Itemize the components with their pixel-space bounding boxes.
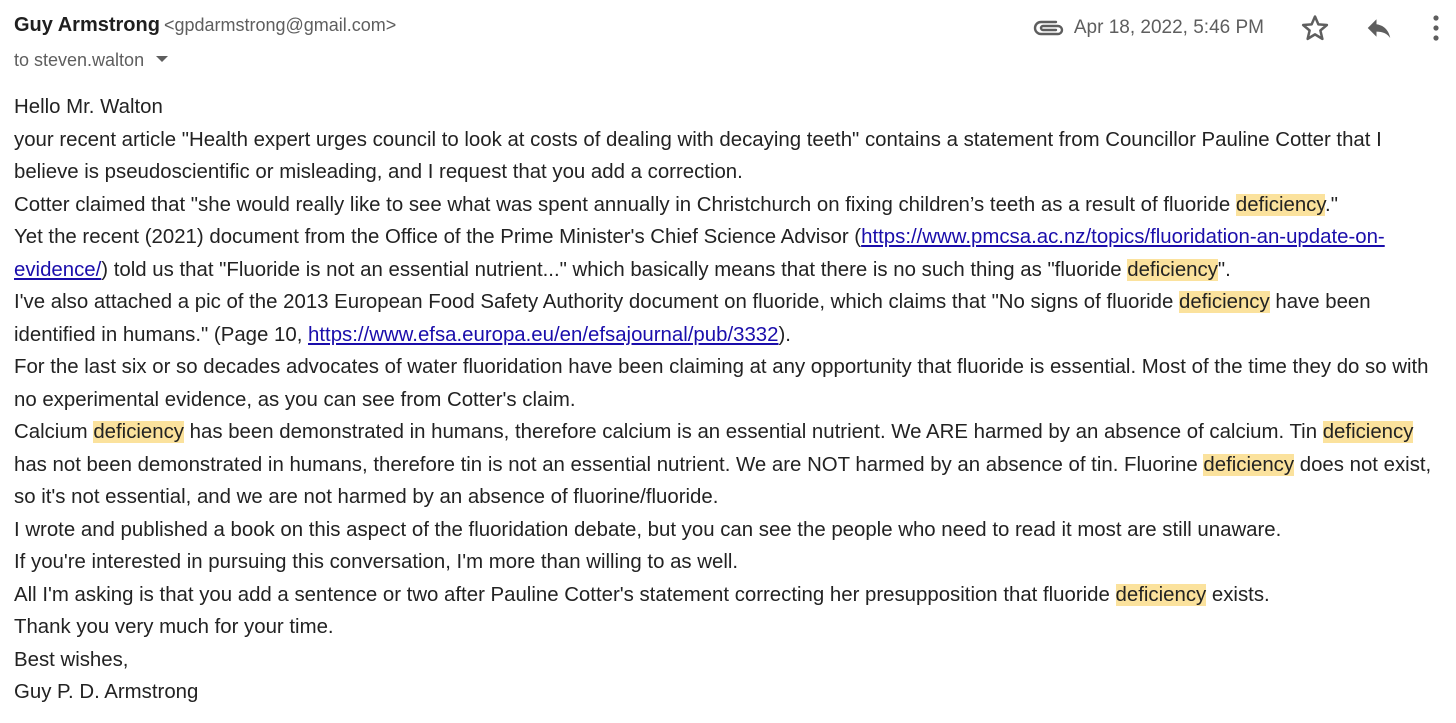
body-paragraph: Thank you very much for your time. bbox=[14, 616, 334, 638]
text-span: Calcium bbox=[14, 421, 94, 443]
body-paragraph: I wrote and published a book on this aspect of the fluoridation debate, but you can see the people who need to read it most are still unaware. bbox=[14, 518, 1282, 541]
sender-email: <gpdarmstrong@gmail.com> bbox=[163, 15, 397, 35]
text-span: does not exist, so it's not essential, and we are not harmed by an absence of fluorine/fluoride. bbox=[14, 453, 1432, 508]
reply-icon[interactable] bbox=[1362, 11, 1396, 45]
email-body bbox=[14, 91, 1450, 709]
body-paragraph bbox=[14, 189, 1450, 222]
text-span: exists. bbox=[1206, 583, 1270, 606]
text-span: ". bbox=[1217, 258, 1231, 281]
text-span: All I'm asking is that you add a sentence or two after Pauline Cotter's statement correcting her presupposition that fluoride bbox=[14, 583, 1116, 606]
sender-line bbox=[14, 14, 396, 37]
text-span: I've also attached a pic of the 2013 European Food Safety Authority document on fluoride, which claims that "No signs of fluoride bbox=[14, 291, 1180, 313]
body-paragraph: If you're interested in pursuing this conversation, I'm more than willing to as well. bbox=[14, 551, 739, 573]
text-span: have been identified in humans." (Page 10, bbox=[14, 291, 1371, 346]
text-span: ). bbox=[778, 323, 791, 346]
email-header bbox=[0, 0, 1456, 80]
pmcsa-link[interactable]: https://www.pmcsa.ac.nz/topics/fluoridation-an-update-on-evidence/ bbox=[14, 226, 1385, 281]
chevron-down-icon[interactable] bbox=[156, 56, 168, 62]
email-meta bbox=[1032, 10, 1456, 46]
search-highlight: deficiency bbox=[1115, 583, 1207, 606]
text-span: has not been demonstrated in humans, therefore tin is not an essential nutrient. We are NOT harmed by an absence of tin. Fluorine bbox=[14, 453, 1204, 476]
search-highlight: deficiency bbox=[1179, 291, 1270, 313]
search-highlight: deficiency bbox=[1322, 421, 1414, 443]
more-vert-icon[interactable] bbox=[1426, 11, 1446, 45]
text-span: ) told us that "Fluoride is not an essential nutrient..." which basically means that there is no such thing as "fluoride bbox=[101, 258, 1128, 281]
text-span: ." bbox=[1325, 193, 1338, 216]
text-span: Cotter claimed that "she would really like to see what was spent annually in Christchurch on fixing children’s teeth as a result of fluoride bbox=[14, 193, 1236, 216]
body-paragraph bbox=[14, 416, 1450, 514]
recipient-label: to steven.walton bbox=[14, 50, 145, 70]
search-highlight: deficiency bbox=[93, 421, 184, 443]
text-span: has been demonstrated in humans, therefore calcium is an essential nutrient. We ARE harmed by an absence of calcium. Tin bbox=[184, 421, 1323, 443]
search-highlight: deficiency bbox=[1127, 258, 1218, 281]
email-date: Apr 18, 2022, 5:46 PM bbox=[1073, 17, 1264, 38]
body-paragraph: your recent article "Health expert urges council to look at costs of dealing with decaying teeth" contains a statement from Councillor Pauline Cotter that I believe is pseudoscientific or misleading, and I request that you add a correction. bbox=[14, 128, 1382, 183]
signature: Guy P. D. Armstrong bbox=[14, 681, 199, 703]
search-highlight: deficiency bbox=[1203, 453, 1295, 476]
paperclip-icon[interactable] bbox=[1032, 16, 1066, 40]
star-icon[interactable] bbox=[1298, 11, 1332, 45]
body-paragraph: For the last six or so decades advocates of water fluoridation have been claiming at any opportunity that fluoride is essential. Most of the time they do so with no experimental evidence, as you can see from Cotter's claim. bbox=[14, 356, 1429, 411]
sign-off: Best wishes, bbox=[14, 648, 129, 671]
search-highlight: deficiency bbox=[1235, 193, 1326, 216]
body-paragraph bbox=[14, 286, 1450, 351]
efsa-link[interactable]: https://www.efsa.europa.eu/en/efsajournal/pub/3332 bbox=[308, 323, 779, 346]
body-paragraph bbox=[14, 579, 1450, 612]
recipient-toggle[interactable] bbox=[14, 50, 168, 71]
sender-name[interactable]: Guy Armstrong bbox=[14, 14, 160, 36]
greeting: Hello Mr. Walton bbox=[14, 96, 163, 118]
text-span: Yet the recent (2021) document from the Office of the Prime Minister's Chief Science Advisor ( bbox=[14, 226, 862, 248]
body-paragraph bbox=[14, 221, 1450, 286]
